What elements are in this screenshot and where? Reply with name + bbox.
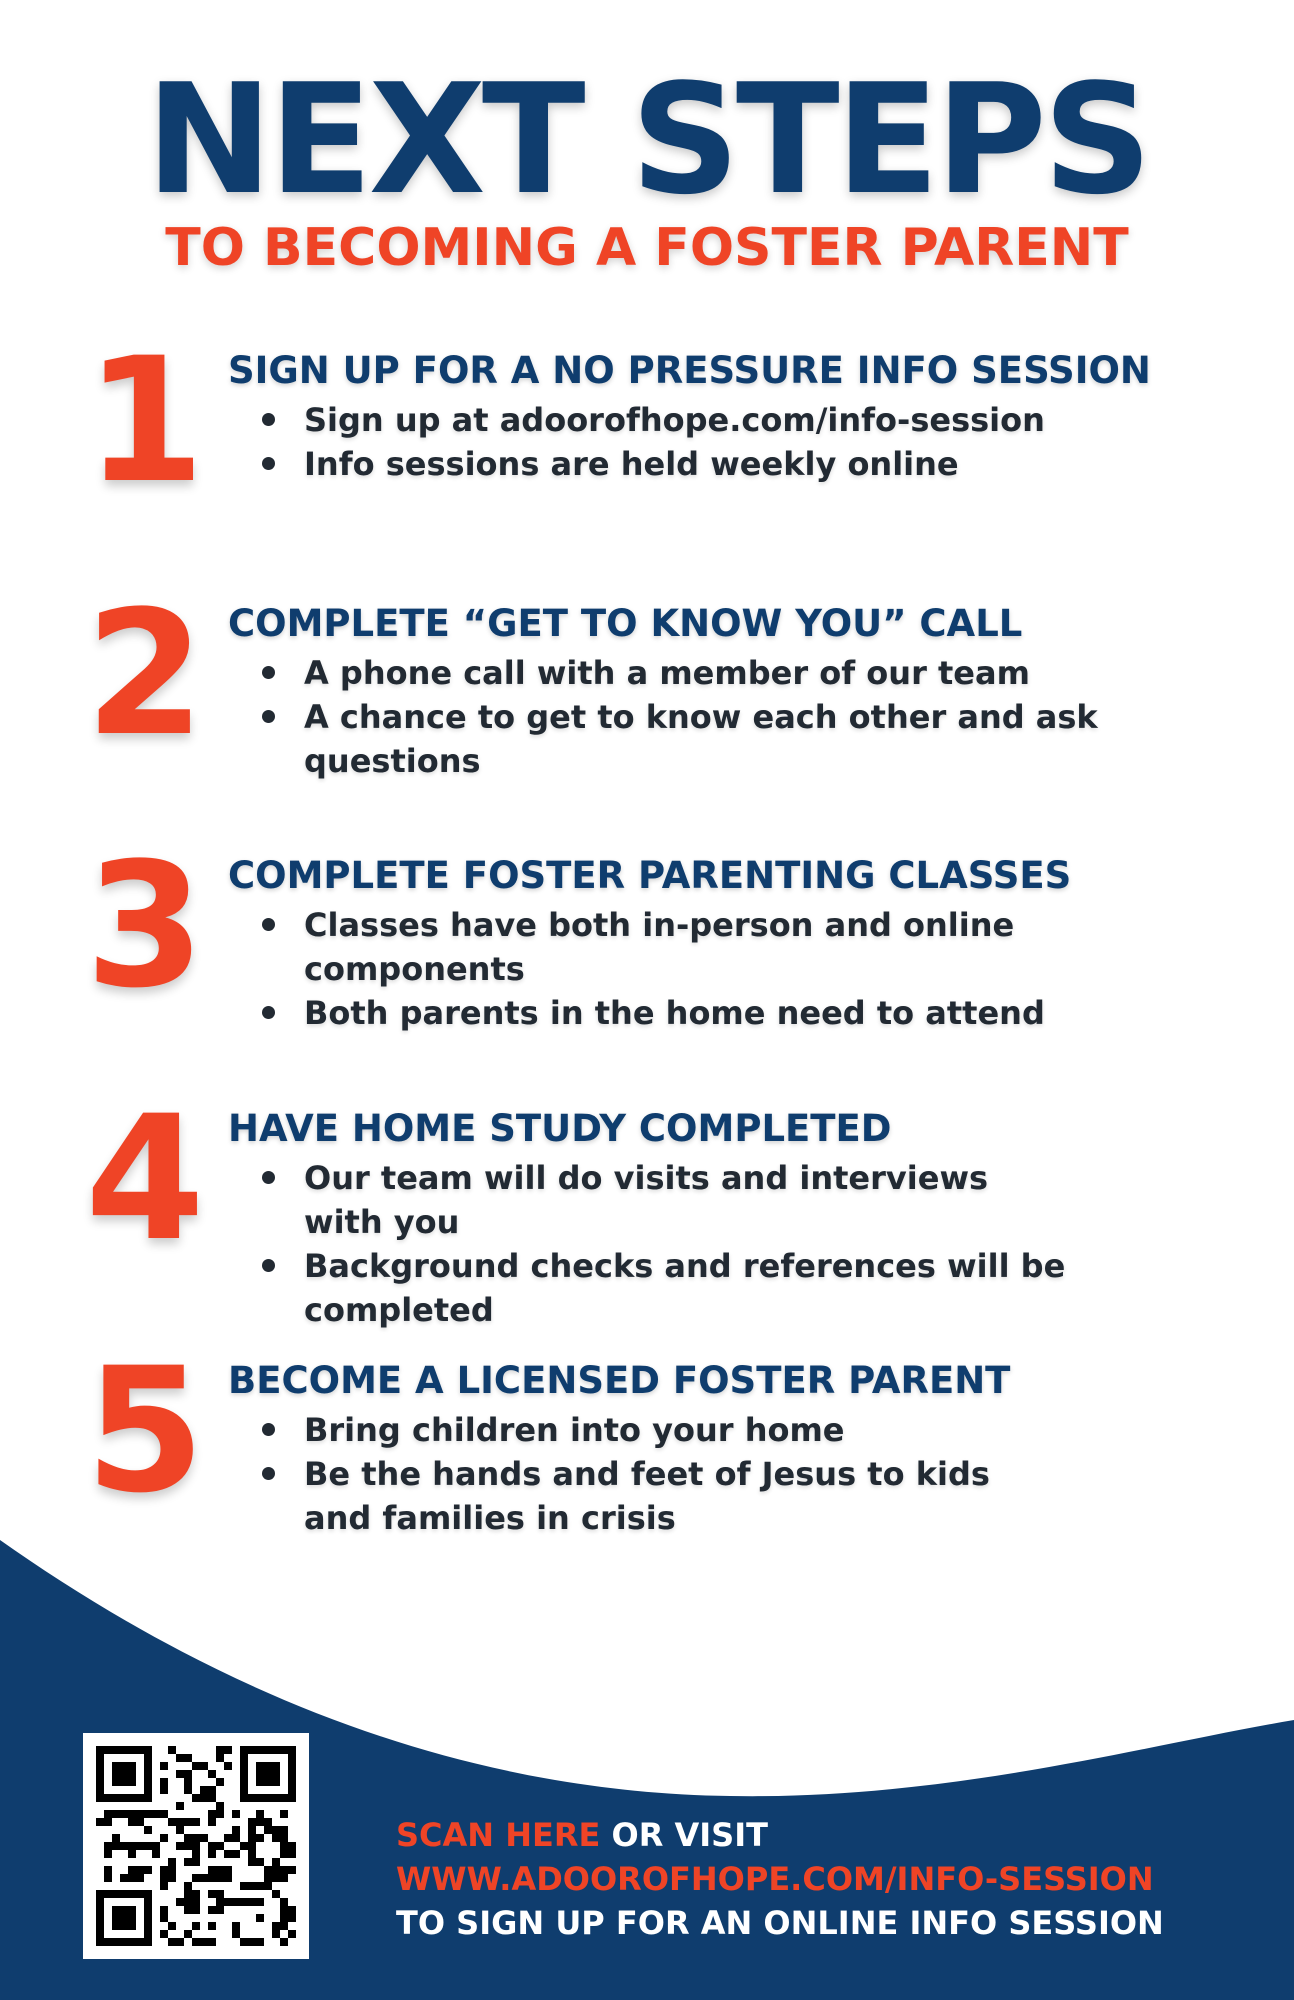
step-bullets (262, 1156, 1244, 1332)
step-number: 3 (85, 825, 205, 1026)
bullet-icon (262, 1423, 275, 1436)
bullet-icon (262, 1006, 275, 1019)
bullet-icon (262, 413, 275, 426)
qr-code-icon (83, 1733, 309, 1959)
bullet-icon (262, 666, 275, 679)
bullet-item: Sign up at adoorofhope.com/info-session (262, 398, 1064, 442)
step-number: 1 (85, 320, 205, 521)
step-heading: HAVE HOME STUDY COMPLETED (228, 1107, 892, 1150)
page-title: NEXT STEPS (145, 51, 1149, 228)
or-visit-text: OR VISIT (600, 1816, 768, 1854)
bullet-item: Both parents in the home need to attend (262, 991, 1244, 1035)
step-heading: BECOME A LICENSED FOSTER PARENT (228, 1359, 1011, 1402)
step-bullets (262, 1408, 1064, 1540)
footer-call-to-action (396, 1813, 1164, 1945)
page-subtitle: TO BECOMING A FOSTER PARENT (165, 218, 1129, 278)
scan-here-text: SCAN HERE (396, 1816, 601, 1854)
step-bullets (262, 903, 1244, 1035)
cta-line-3: TO SIGN UP FOR AN ONLINE INFO SESSION (396, 1904, 1164, 1942)
bullet-item: Info sessions are held weekly online (262, 442, 1064, 486)
step-3 (0, 825, 1294, 1073)
bullet-icon (262, 918, 275, 931)
step-bullets (262, 398, 1064, 486)
bullet-icon (262, 1467, 275, 1480)
website-link[interactable]: WWW.ADOOROFHOPE.COM/INFO-SESSION (396, 1860, 1154, 1898)
bullet-item: Background checks and references will be completed (262, 1244, 1244, 1332)
step-heading: SIGN UP FOR A NO PRESSURE INFO SESSION (228, 349, 1151, 392)
bullet-item: Be the hands and feet of Jesus to kids and families in crisis (262, 1452, 1064, 1540)
bullet-icon (262, 710, 275, 723)
bullet-item: Bring children into your home (262, 1408, 1064, 1452)
step-number: 5 (85, 1330, 205, 1531)
bullet-item: Classes have both in-person and online components (262, 903, 1244, 991)
bullet-icon (262, 1259, 275, 1272)
step-2 (0, 573, 1294, 821)
qr-code-graphic (83, 1733, 309, 1959)
step-number: 4 (85, 1078, 205, 1279)
step-1 (0, 320, 1294, 568)
bullet-item: A chance to get to know each other and ask questions (262, 695, 1244, 783)
step-heading: COMPLETE FOSTER PARENTING CLASSES (228, 854, 1072, 897)
step-heading: COMPLETE “GET TO KNOW YOU” CALL (228, 602, 1023, 645)
step-bullets (262, 651, 1244, 783)
bullet-item: Our team will do visits and interviews with you (262, 1156, 1244, 1244)
bullet-icon (262, 1171, 275, 1184)
step-4 (0, 1078, 1294, 1329)
bullet-icon (262, 457, 275, 470)
step-number: 2 (85, 573, 205, 774)
cta-line-1 (396, 1813, 1164, 1857)
bullet-item: A phone call with a member of our team (262, 651, 1244, 695)
